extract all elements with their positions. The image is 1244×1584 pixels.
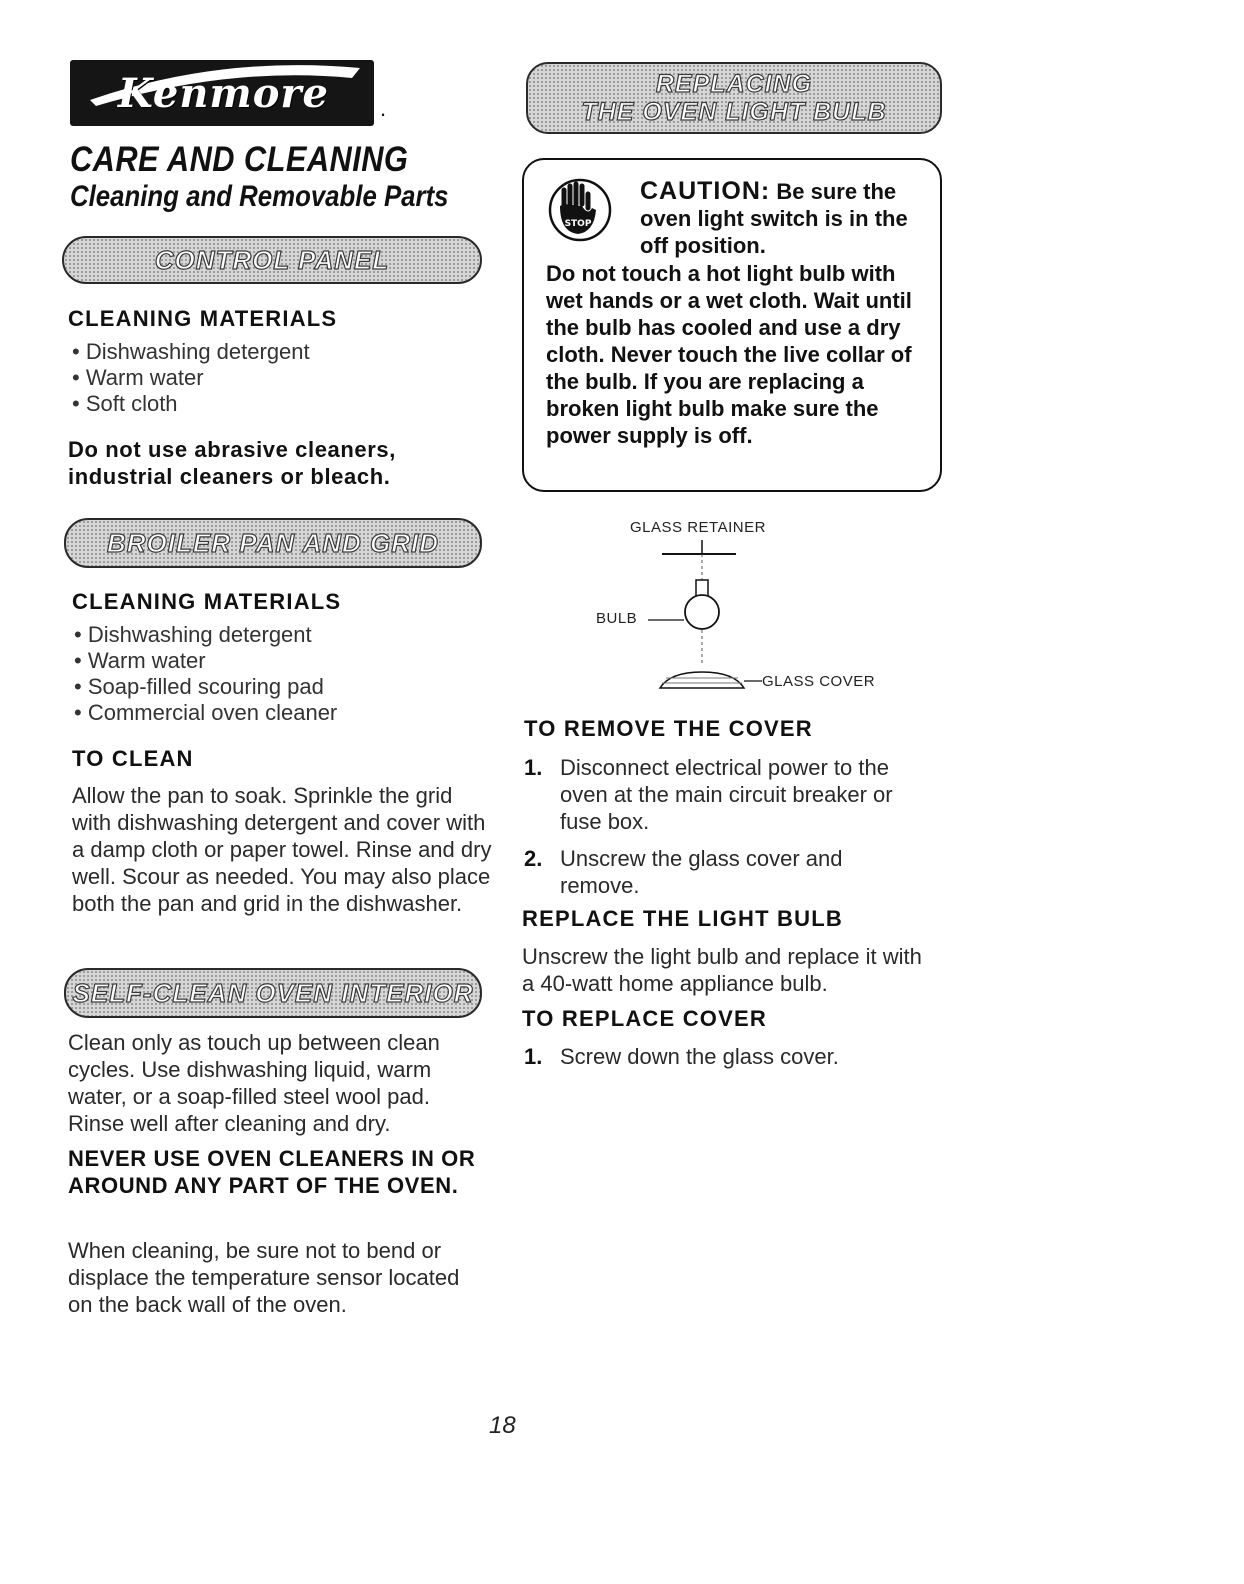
- page-number: 18: [489, 1412, 516, 1439]
- broiler-materials-heading: CLEANING MATERIALS: [72, 589, 342, 614]
- self-clean-banner: SELF-CLEAN OVEN INTERIOR: [64, 968, 482, 1018]
- control-panel-materials-heading: CLEANING MATERIALS: [68, 306, 338, 331]
- page-title: CARE AND CLEANING: [70, 140, 409, 179]
- list-item: • Dishwashing detergent: [72, 339, 310, 365]
- glass-retainer-label: GLASS RETAINER: [630, 519, 766, 536]
- to-clean-text: Allow the pan to soak. Sprinkle the grid with dishwashing detergent and cover with a damp cloth or paper towel. Rinse and dry well. Scour as needed. You may also place both the pan and grid in the dishwasher.: [72, 783, 492, 916]
- remove-cover-steps: [524, 754, 924, 909]
- control-panel-warning: Do not use abrasive cleaners, industrial cleaners or bleach.: [68, 437, 396, 489]
- svg-text:STOP: STOP: [564, 219, 592, 229]
- caution-body: Do not touch a hot light bulb with wet hands or a wet cloth. Wait until the bulb has cooled and use a dry cloth. Never touch the live collar of the bulb. If you are replacing a broken light bulb make sure the power supply is off.: [546, 261, 912, 448]
- remove-cover-heading: TO REMOVE THE COVER: [524, 716, 813, 741]
- caution-heading: CAUTION: Be sure the oven light switch is in the off position.: [640, 177, 908, 258]
- broiler-materials-list: [74, 622, 337, 726]
- broiler-banner: BROILER PAN AND GRID: [64, 518, 482, 568]
- replace-bulb-text: Unscrew the light bulb and replace it with a 40-watt home appliance bulb.: [522, 944, 922, 996]
- list-item: • Dishwashing detergent: [74, 622, 337, 648]
- replace-cover-heading: TO REPLACE COVER: [522, 1006, 767, 1031]
- to-clean-heading: TO CLEAN: [72, 746, 194, 771]
- logo-dot: .: [380, 96, 387, 121]
- list-item: • Warm water: [72, 365, 310, 391]
- replace-cover-steps: [524, 1043, 924, 1080]
- list-item: • Soft cloth: [72, 391, 310, 417]
- list-item: 2. Unscrew the glass cover and remove.: [524, 846, 843, 898]
- light-bulb-banner: REPLACING THE OVEN LIGHT BULB: [526, 62, 942, 134]
- bulb-label: BULB: [596, 610, 638, 627]
- kenmore-logo: [70, 60, 374, 126]
- list-item: • Commercial oven cleaner: [74, 700, 337, 726]
- glass-cover-label: GLASS COVER: [762, 673, 876, 690]
- list-item: 1. Screw down the glass cover.: [524, 1044, 839, 1069]
- page-subtitle: Cleaning and Removable Parts: [70, 180, 449, 213]
- self-clean-text: Clean only as touch up between clean cycles. Use dishwashing liquid, warm water, or a soap-filled steel wool pad. Rinse well after cleaning and dry.: [68, 1030, 440, 1136]
- list-item: • Warm water: [74, 648, 337, 674]
- control-panel-banner: CONTROL PANEL: [62, 236, 482, 284]
- list-item: • Soap-filled scouring pad: [74, 674, 337, 700]
- replace-bulb-heading: REPLACE THE LIGHT BULB: [522, 906, 843, 931]
- bulb-diagram: [640, 540, 770, 690]
- control-panel-materials-list: [72, 339, 310, 417]
- list-item: 1. Disconnect electrical power to the oven at the main circuit breaker or fuse box.: [524, 755, 893, 834]
- sensor-text: When cleaning, be sure not to bend or displace the temperature sensor located on the back wall of the oven.: [68, 1238, 460, 1317]
- self-clean-warning: NEVER USE OVEN CLEANERS IN OR AROUND ANY PART OF THE OVEN.: [68, 1146, 476, 1198]
- stop-hand-icon: [542, 176, 618, 246]
- logo-text: Kenmore: [118, 70, 329, 117]
